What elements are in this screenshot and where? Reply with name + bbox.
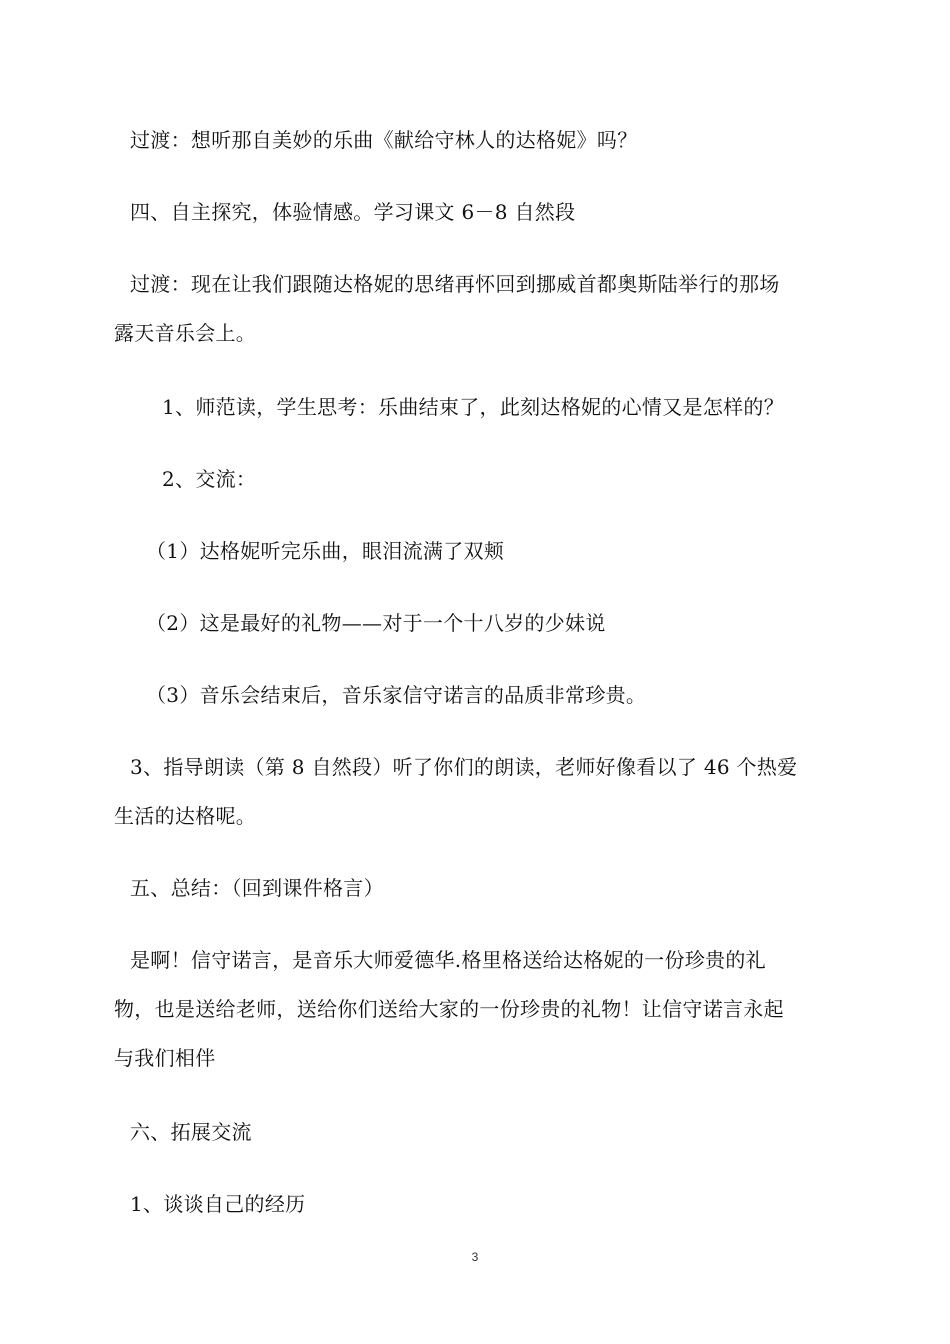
transition-line-2: 过渡：现在让我们跟随达格妮的思绪再怀回到挪威首都奥斯陆举行的那场 (130, 272, 780, 296)
transition-line-1: 过渡：想听那自美妙的乐曲《献给守林人的达格妮》吗？ (130, 128, 638, 152)
section-heading-5: 五、总结：（回到课件格言） (130, 876, 384, 900)
sub-item-1: （1）达格妮听完乐曲，眼泪流满了双颊 (146, 539, 505, 563)
list-item-3: 3、指导朗读（第 8 自然段）听了你们的朗读，老师好像看以了 46 个热爱 (130, 755, 798, 779)
sub-item-3: （3）音乐会结束后，音乐家信守诺言的品质非常珍贵。 (146, 683, 647, 707)
summary-paragraph-line-1: 是啊！信守诺言，是音乐大师爱德华.格里格送给达格妮的一份珍贵的礼 (130, 948, 766, 972)
section-heading-6: 六、拓展交流 (130, 1120, 252, 1144)
summary-paragraph-line-3: 与我们相伴 (114, 1046, 216, 1070)
extension-item-1: 1、谈谈自己的经历 (130, 1192, 306, 1216)
sub-item-2: （2）这是最好的礼物——对于一个十八岁的少妹说 (146, 611, 606, 635)
transition-line-2-continued: 露天音乐会上。 (114, 321, 257, 345)
list-item-3-continued: 生活的达格呢。 (114, 804, 257, 828)
page-number: 3 (471, 1250, 479, 1264)
list-item-1: 1、师范读，学生思考：乐曲结束了，此刻达格妮的心情又是怎样的？ (162, 395, 785, 419)
summary-paragraph-line-2: 物，也是送给老师，送给你们送给大家的一份珍贵的礼物！让信守诺言永起 (114, 997, 784, 1021)
list-item-2: 2、交流： (162, 467, 257, 491)
section-heading-4: 四、自主探究，体验情感。学习课文 6－8 自然段 (130, 200, 576, 224)
